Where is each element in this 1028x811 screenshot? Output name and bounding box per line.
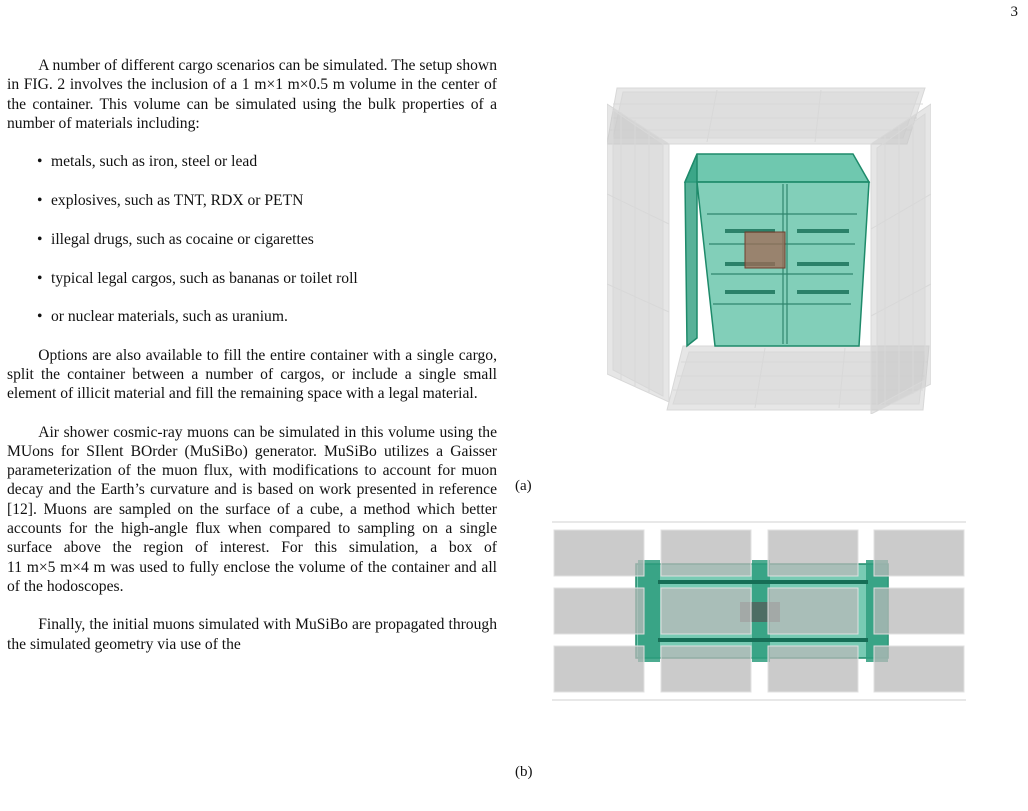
bullet-icon: •: [37, 191, 43, 209]
bullet-icon: •: [37, 230, 43, 248]
bullet-icon: •: [37, 269, 43, 287]
bullet-icon: •: [37, 153, 43, 171]
cargo-block: [745, 232, 785, 268]
hodoscope-left: [607, 104, 669, 402]
figure-label-a: (a): [515, 478, 532, 494]
paragraph-fill-options: Options are also available to fill the entire container with a single cargo, split the container between a number of cargos, or include a single small element of illicit material and fill the remaining space with a legal material.: [7, 346, 497, 403]
materials-list: [7, 152, 497, 326]
page-number: 3: [1010, 4, 1018, 20]
container-left-face: [685, 154, 697, 346]
list-item: [37, 307, 497, 326]
list-item: [37, 269, 497, 288]
box-dimensions: 11 m×5 m×4 m: [7, 558, 106, 576]
volume-dimensions: 1 m×1 m×0.5 m: [241, 76, 345, 94]
material-text: illegal drugs, such as cocaine or cigarettes: [51, 230, 314, 248]
paragraph-3-tail: was used to fully enclose the volume of the container and all of the hodoscopes.: [7, 558, 497, 595]
list-item: [37, 191, 497, 210]
paragraph-1-lead: A number of different cargo scenarios can be simulated. The setup shown in FIG. 2 involves the inclusion of a: [7, 57, 497, 94]
container-a: [685, 154, 869, 346]
material-text: or nuclear materials, such as uranium.: [51, 308, 288, 326]
paragraph-3-lead: Air shower cosmic-ray muons can be simulated in this volume using the MUons for SIlent BOrder (MuSiBo) generator. MuSiBo utilizes a Gaisser parameterization of the muon flux, with modifications to account for muon decay and the Earth’s curvature and is based on work presented in reference [12]. Muons are sampled on the surface of a cube, a method which better accounts for the high-angle flux when compared to sampling on a single surface above the region of interest. For this simulation, a box of: [7, 423, 497, 557]
paragraph-musibo: [7, 423, 497, 597]
list-item: [37, 230, 497, 249]
paragraph-cargo-scenarios: [7, 56, 497, 133]
material-text: explosives, such as TNT, RDX or PETN: [51, 191, 304, 209]
list-item: [37, 152, 497, 171]
container-top-face: [685, 154, 869, 182]
figure-b-side-view: [548, 514, 970, 704]
material-text: typical legal cargos, such as bananas or toilet roll: [51, 269, 358, 287]
hodoscope-right: [871, 104, 931, 414]
bullet-icon: •: [37, 308, 43, 326]
material-text: metals, such as iron, steel or lead: [51, 153, 258, 171]
figure-a-geometry-view: [607, 84, 931, 414]
paragraph-propagation: Finally, the initial muons simulated with MuSiBo are propagated through the simulated geometry via use of the: [7, 616, 497, 653]
paragraph-1-tail: volume in the center of the container. This volume can be simulated using the bulk properties of a number of materials including:: [7, 76, 497, 132]
text-column: [7, 56, 497, 654]
figure-label-b: (b): [515, 764, 533, 780]
